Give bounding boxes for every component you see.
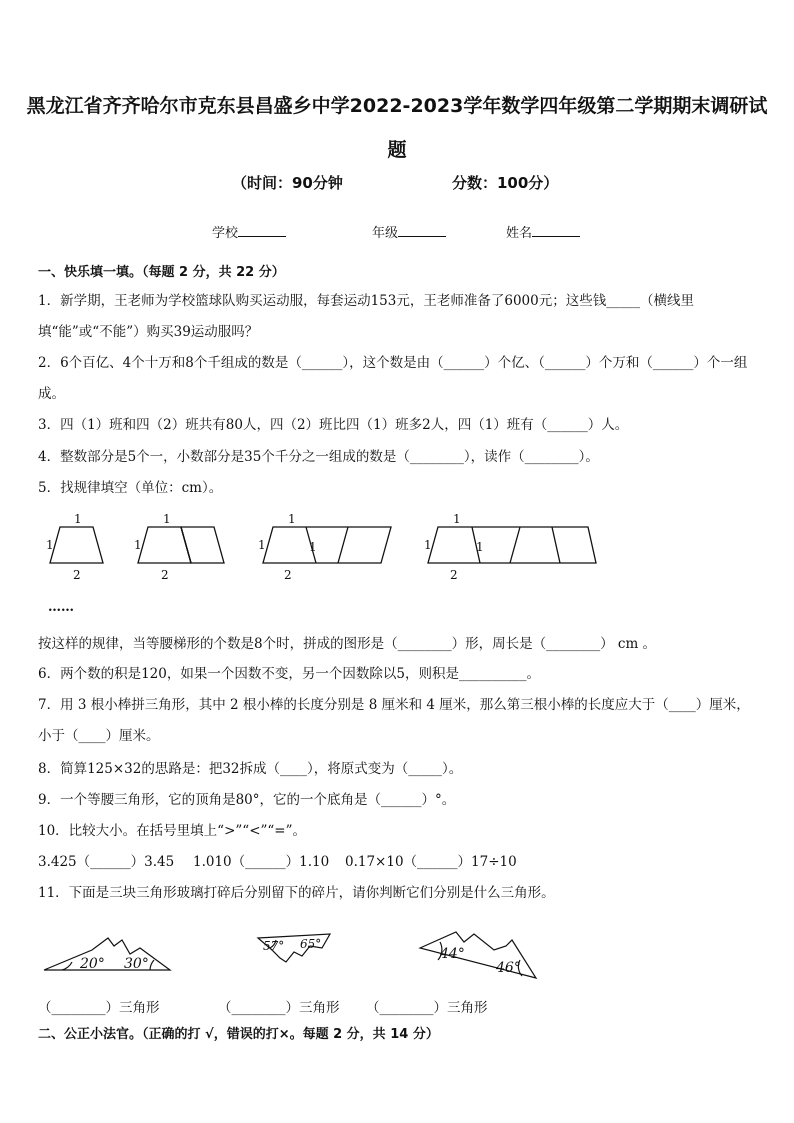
trapezoid-fig-3 — [263, 527, 391, 563]
fig1-side-label: 1 — [46, 538, 54, 552]
section-1-heading: 一、快乐填一填。（每题 2 分，共 22 分） — [38, 265, 285, 280]
question-11a: （________）三角形 — [38, 1000, 160, 1016]
name-blank[interactable] — [532, 224, 580, 237]
fig3-inner-label: 1 — [309, 540, 317, 554]
question-10b: 1.010（______）1.10 — [193, 854, 330, 870]
angle-57-label: 57° — [263, 939, 285, 953]
question-3: 3．四（1）班和四（2）班共有80人，四（2）班比四（1）班多2人，四（1）班有（______）人。 — [38, 417, 629, 433]
trapezoid-fig-1 — [50, 527, 103, 563]
question-11c: （________）三角形 — [366, 1000, 488, 1016]
question-5: 5．找规律填空（单位：cm）。 — [38, 480, 223, 496]
question-7: 7．用 3 根小棒拼三角形，其中 2 根小棒的长度分别是 8 厘米和 4 厘米，那么第三根小棒的长度应大于（____）厘米，小于（____）厘米。 — [38, 697, 750, 744]
exam-time: （时间：90分钟 — [232, 174, 343, 192]
exam-score: 分数：100分） — [452, 174, 559, 192]
fig4-inner-label: 1 — [476, 540, 484, 554]
angle-30-label: 30° — [124, 956, 149, 972]
fig4-top-label: 1 — [453, 512, 461, 526]
continuation-dots: …… — [48, 600, 74, 615]
question-8: 8．简算125×32的思路是：把32拆成（____），将原式变为（_____）。 — [38, 761, 463, 777]
question-10c: 0.17×10（______）17÷10 — [345, 854, 517, 870]
school-field: 学校 — [212, 222, 286, 241]
question-9: 9．一个等腰三角形，它的顶角是80°，它的一个底角是（______）°。 — [38, 792, 456, 808]
question-10a: 3.425（______）3.45 — [38, 854, 175, 870]
school-blank[interactable] — [238, 224, 286, 237]
fig4-bottom-label: 2 — [450, 568, 458, 582]
question-11: 11．下面是三块三角形玻璃打碎后分别留下的碎片，请你判断它们分别是什么三角形。 — [38, 885, 555, 901]
question-10: 10．比较大小。在括号里填上“>”“<”“=”。 — [38, 823, 307, 839]
name-field: 姓名 — [506, 222, 580, 241]
fig2-top-label: 1 — [163, 512, 171, 526]
fig2-side-label: 1 — [134, 538, 142, 552]
fig4-side-label: 1 — [424, 538, 432, 552]
fig1-bottom-label: 2 — [73, 568, 81, 582]
grade-field: 年级 — [372, 222, 446, 241]
fig1-top-label: 1 — [74, 512, 82, 526]
fig3-side-label: 1 — [258, 538, 266, 552]
fig3-top-label: 1 — [288, 512, 296, 526]
angle-46-label: 46° — [496, 960, 521, 976]
angle-44-label: 44° — [440, 946, 465, 962]
question-1: 1．新学期，王老师为学校篮球队购买运动服，每套运动153元，王老师准备了6000元；这些钱_____（横线里填“能”或“不能”）购买39运动服吗？ — [38, 293, 694, 340]
angle-20-label: 20° — [80, 956, 105, 972]
grade-blank[interactable] — [398, 224, 446, 237]
question-5-continued: 按这样的规律，当等腰梯形的个数是8个时，拼成的图形是（________）形，周长是（________） cm 。 — [38, 636, 657, 652]
question-6: 6．两个数的积是120，如果一个因数不变，另一个因数除以5，则积是__________。 — [38, 666, 540, 682]
section-2-heading: 二、公正小法官。（正确的打 √，错误的打×。每题 2 分，共 14 分） — [38, 1027, 439, 1042]
fig3-bottom-label: 2 — [284, 568, 292, 582]
fig2-bottom-label: 2 — [161, 568, 169, 582]
question-11b: （________）三角形 — [218, 1000, 340, 1016]
question-4: 4．整数部分是5个一，小数部分是35个千分之一组成的数是（________），读作（________）。 — [38, 449, 599, 465]
triangle-fragments-figure — [0, 920, 794, 990]
angle-65-label: 65° — [300, 937, 322, 951]
question-2: 2．6个百亿、4个十万和8个千组成的数是（______），这个数是由（______）个亿、（______）个万和（______）个一组成。 — [38, 355, 748, 402]
page-title: 黑龙江省齐齐哈尔市克东县昌盛乡中学2022-2023学年数学四年级第二学期期末调研试题 — [26, 95, 768, 161]
